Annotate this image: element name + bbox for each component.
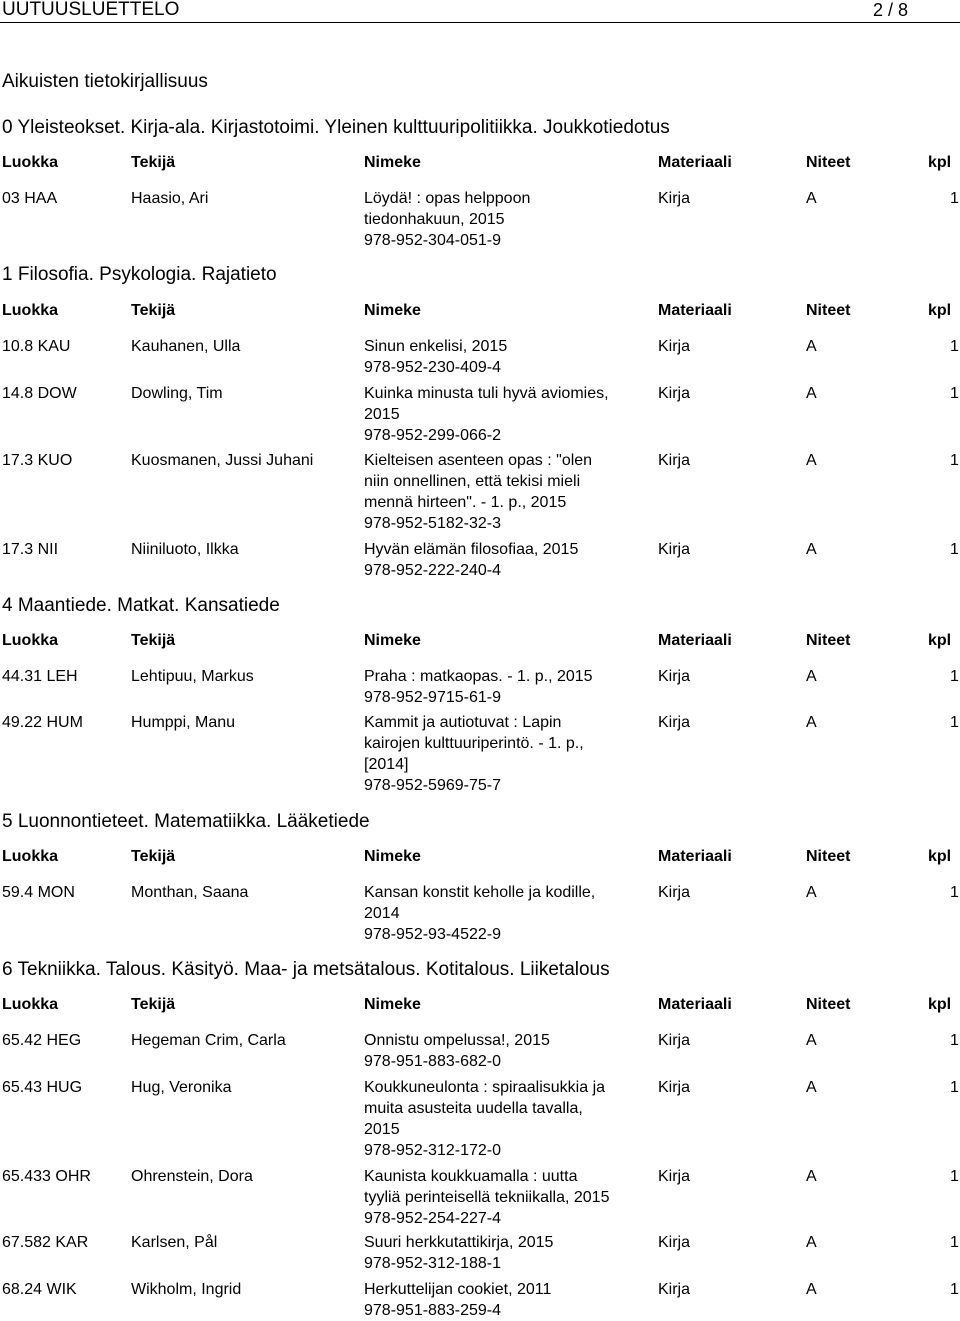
col-tekija: Hegeman Crim, Carla: [131, 1032, 286, 1049]
col-luokka: 14.8 DOW: [2, 385, 77, 402]
col-luokka: 03 HAA: [2, 190, 58, 207]
col-nimeke-header: Nimeke: [364, 848, 421, 865]
col-niteet: A: [806, 541, 817, 558]
section-title: 0 Yleisteokset. Kirja-ala. Kirjastotoimi. Yleinen kulttuuripolitiikka. Joukkotiedotus: [2, 117, 670, 138]
col-materiaali-header: Materiaali: [658, 154, 732, 171]
col-materiaali: Kirja: [658, 668, 691, 685]
col-niteet: A: [806, 1281, 817, 1298]
col-kpl-header: kpl: [928, 302, 952, 319]
col-luokka: 17.3 NII: [2, 541, 59, 558]
nimeke-line: 978-952-5182-32-3: [364, 515, 501, 532]
col-tekija: Wikholm, Ingrid: [131, 1281, 242, 1298]
nimeke-line: Sinun enkelisi, 2015: [364, 338, 508, 355]
nimeke-line: Kammit ja autiotuvat : Lapin: [364, 714, 562, 731]
col-tekija: Dowling, Tim: [131, 385, 223, 402]
col-materiaali: Kirja: [658, 714, 691, 731]
col-luokka: 65.43 HUG: [2, 1079, 83, 1096]
col-tekija-header: Tekijä: [131, 302, 176, 319]
col-niteet-header: Niteet: [806, 996, 851, 1013]
nimeke-line: Suuri herkkutattikirja, 2015: [364, 1234, 554, 1251]
col-materiaali-header: Materiaali: [658, 996, 732, 1013]
col-niteet: A: [806, 1234, 817, 1251]
col-kpl: 1: [950, 338, 959, 355]
nimeke-line: Onnistu ompelussa!, 2015: [364, 1032, 550, 1049]
col-tekija: Hug, Veronika: [131, 1079, 232, 1096]
col-materiaali: Kirja: [658, 452, 691, 469]
column-header-row: [0, 302, 960, 324]
col-nimeke: [364, 383, 650, 446]
col-kpl: 1: [950, 190, 959, 207]
col-nimeke: [364, 336, 650, 378]
col-kpl: 1: [950, 1234, 959, 1251]
col-materiaali: Kirja: [658, 1281, 691, 1298]
column-header-row: [0, 996, 960, 1018]
nimeke-line: 978-952-304-051-9: [364, 232, 501, 249]
nimeke-line: [2014]: [364, 756, 409, 773]
section-title: 5 Luonnontieteet. Matematiikka. Lääketiede: [2, 811, 370, 832]
col-kpl-header: kpl: [928, 848, 952, 865]
col-kpl: 1: [950, 1281, 959, 1298]
col-luokka: 44.31 LEH: [2, 668, 78, 685]
col-kpl-header: kpl: [928, 154, 952, 171]
catalog-subtitle: Aikuisten tietokirjallisuus: [2, 71, 208, 92]
col-niteet: A: [806, 190, 817, 207]
col-tekija: Monthan, Saana: [131, 884, 249, 901]
col-materiaali: Kirja: [658, 1168, 691, 1185]
col-tekija: Lehtipuu, Markus: [131, 668, 254, 685]
col-niteet-header: Niteet: [806, 154, 851, 171]
col-kpl: 1: [950, 1079, 959, 1096]
col-nimeke: [364, 882, 650, 945]
col-materiaali: Kirja: [658, 190, 691, 207]
nimeke-line: 2015: [364, 1121, 400, 1138]
col-luokka: 67.582 KAR: [2, 1234, 89, 1251]
col-niteet: A: [806, 338, 817, 355]
col-tekija-header: Tekijä: [131, 154, 176, 171]
col-luokka-header: Luokka: [2, 154, 59, 171]
col-materiaali: Kirja: [658, 884, 691, 901]
col-tekija: Humppi, Manu: [131, 714, 236, 731]
col-tekija: Haasio, Ari: [131, 190, 209, 207]
col-kpl-header: kpl: [928, 996, 952, 1013]
nimeke-line: 978-952-299-066-2: [364, 427, 501, 444]
nimeke-line: Kuinka minusta tuli hyvä aviomies,: [364, 385, 609, 402]
col-tekija-header: Tekijä: [131, 996, 176, 1013]
col-niteet-header: Niteet: [806, 632, 851, 649]
col-nimeke: [364, 539, 650, 581]
col-materiaali-header: Materiaali: [658, 632, 732, 649]
col-luokka: 65.42 HEG: [2, 1032, 82, 1049]
col-nimeke-header: Nimeke: [364, 996, 421, 1013]
nimeke-line: kairojen kulttuuriperintö. - 1. p.,: [364, 735, 584, 752]
nimeke-line: tiedonhakuun, 2015: [364, 211, 505, 228]
col-tekija-header: Tekijä: [131, 632, 176, 649]
nimeke-line: Herkuttelijan cookiet, 2011: [364, 1281, 552, 1298]
col-niteet: A: [806, 1032, 817, 1049]
nimeke-line: Kaunista koukkuamalla : uutta: [364, 1168, 578, 1185]
nimeke-line: 2015: [364, 406, 400, 423]
nimeke-line: 978-952-254-227-4: [364, 1210, 501, 1227]
col-luokka: 59.4 MON: [2, 884, 75, 901]
col-niteet: A: [806, 668, 817, 685]
nimeke-line: Koukkuneulonta : spiraalisukkia ja: [364, 1079, 606, 1096]
col-nimeke: [364, 188, 650, 251]
col-nimeke: [364, 1166, 650, 1229]
col-kpl: 1: [950, 385, 959, 402]
col-materiaali: Kirja: [658, 1234, 691, 1251]
col-tekija: Ohrenstein, Dora: [131, 1168, 253, 1185]
col-tekija: Kauhanen, Ulla: [131, 338, 241, 355]
col-niteet-header: Niteet: [806, 848, 851, 865]
col-kpl: 1: [950, 884, 959, 901]
col-luokka: 10.8 KAU: [2, 338, 71, 355]
col-kpl: 1: [950, 668, 959, 685]
col-nimeke-header: Nimeke: [364, 632, 421, 649]
nimeke-line: 978-951-883-682-0: [364, 1053, 501, 1070]
nimeke-line: Kansan konstit keholle ja kodille,: [364, 884, 596, 901]
col-nimeke: [364, 1232, 650, 1274]
col-niteet: A: [806, 714, 817, 731]
nimeke-line: Löydä! : opas helppoon: [364, 190, 531, 207]
page-number: 2 / 8: [872, 0, 908, 20]
col-nimeke: [364, 450, 650, 534]
col-tekija: Kuosmanen, Jussi Juhani: [131, 452, 314, 469]
col-nimeke: [364, 1279, 650, 1321]
nimeke-line: Kielteisen asenteen opas : "olen: [364, 452, 593, 469]
col-nimeke-header: Nimeke: [364, 154, 421, 171]
col-luokka-header: Luokka: [2, 302, 59, 319]
col-materiaali-header: Materiaali: [658, 848, 732, 865]
col-niteet: A: [806, 452, 817, 469]
section-title: 1 Filosofia. Psykologia. Rajatieto: [2, 264, 277, 285]
col-materiaali: Kirja: [658, 385, 691, 402]
col-tekija: Karlsen, Pål: [131, 1234, 218, 1251]
col-tekija-header: Tekijä: [131, 848, 176, 865]
col-kpl: 1: [950, 541, 959, 558]
col-niteet: A: [806, 1168, 817, 1185]
col-kpl: 1: [950, 452, 959, 469]
col-materiaali: Kirja: [658, 338, 691, 355]
col-nimeke: [364, 666, 650, 708]
col-luokka: 49.22 HUM: [2, 714, 83, 731]
col-niteet: A: [806, 884, 817, 901]
section-title: 4 Maantiede. Matkat. Kansatiede: [2, 595, 280, 616]
col-nimeke-header: Nimeke: [364, 302, 421, 319]
col-kpl-header: kpl: [928, 632, 952, 649]
col-luokka: 68.24 WIK: [2, 1281, 77, 1298]
nimeke-line: muita asusteita uudella tavalla,: [364, 1100, 583, 1117]
col-niteet-header: Niteet: [806, 302, 851, 319]
nimeke-line: 978-952-312-172-0: [364, 1142, 501, 1159]
column-header-row: [0, 632, 960, 654]
nimeke-line: Praha : matkaopas. - 1. p., 2015: [364, 668, 593, 685]
col-niteet: A: [806, 385, 817, 402]
col-nimeke: [364, 1030, 650, 1072]
nimeke-line: 2014: [364, 905, 400, 922]
col-luokka-header: Luokka: [2, 996, 59, 1013]
nimeke-line: tyyliä perinteisellä tekniikalla, 2015: [364, 1189, 610, 1206]
nimeke-line: 978-952-93-4522-9: [364, 926, 501, 943]
nimeke-line: niin onnellinen, että tekisi mieli: [364, 473, 581, 490]
page-title: UUTUUSLUETTELO: [2, 0, 180, 20]
col-materiaali: Kirja: [658, 541, 691, 558]
column-header-row: [0, 154, 960, 176]
col-materiaali: Kirja: [658, 1079, 691, 1096]
col-tekija: Niiniluoto, Ilkka: [131, 541, 239, 558]
col-kpl: 1: [950, 714, 959, 731]
nimeke-line: 978-952-9715-61-9: [364, 689, 501, 706]
col-kpl: 1: [950, 1032, 959, 1049]
nimeke-line: 978-951-883-259-4: [364, 1302, 501, 1319]
col-niteet: A: [806, 1079, 817, 1096]
col-luokka: 65.433 OHR: [2, 1168, 91, 1185]
col-nimeke: [364, 1077, 650, 1161]
nimeke-line: 978-952-5969-75-7: [364, 777, 501, 794]
col-materiaali-header: Materiaali: [658, 302, 732, 319]
column-header-row: [0, 848, 960, 870]
col-nimeke: [364, 712, 650, 796]
nimeke-line: Hyvän elämän filosofiaa, 2015: [364, 541, 579, 558]
nimeke-line: 978-952-230-409-4: [364, 359, 501, 376]
col-luokka-header: Luokka: [2, 848, 59, 865]
section-title: 6 Tekniikka. Talous. Käsityö. Maa- ja metsätalous. Kotitalous. Liiketalous: [2, 959, 610, 980]
nimeke-line: 978-952-222-240-4: [364, 562, 501, 579]
col-kpl: 1: [950, 1168, 959, 1185]
nimeke-line: mennä hirteen". - 1. p., 2015: [364, 494, 567, 511]
nimeke-line: 978-952-312-188-1: [364, 1255, 501, 1272]
col-luokka: 17.3 KUO: [2, 452, 73, 469]
col-materiaali: Kirja: [658, 1032, 691, 1049]
col-luokka-header: Luokka: [2, 632, 59, 649]
page-header: [0, 0, 960, 23]
